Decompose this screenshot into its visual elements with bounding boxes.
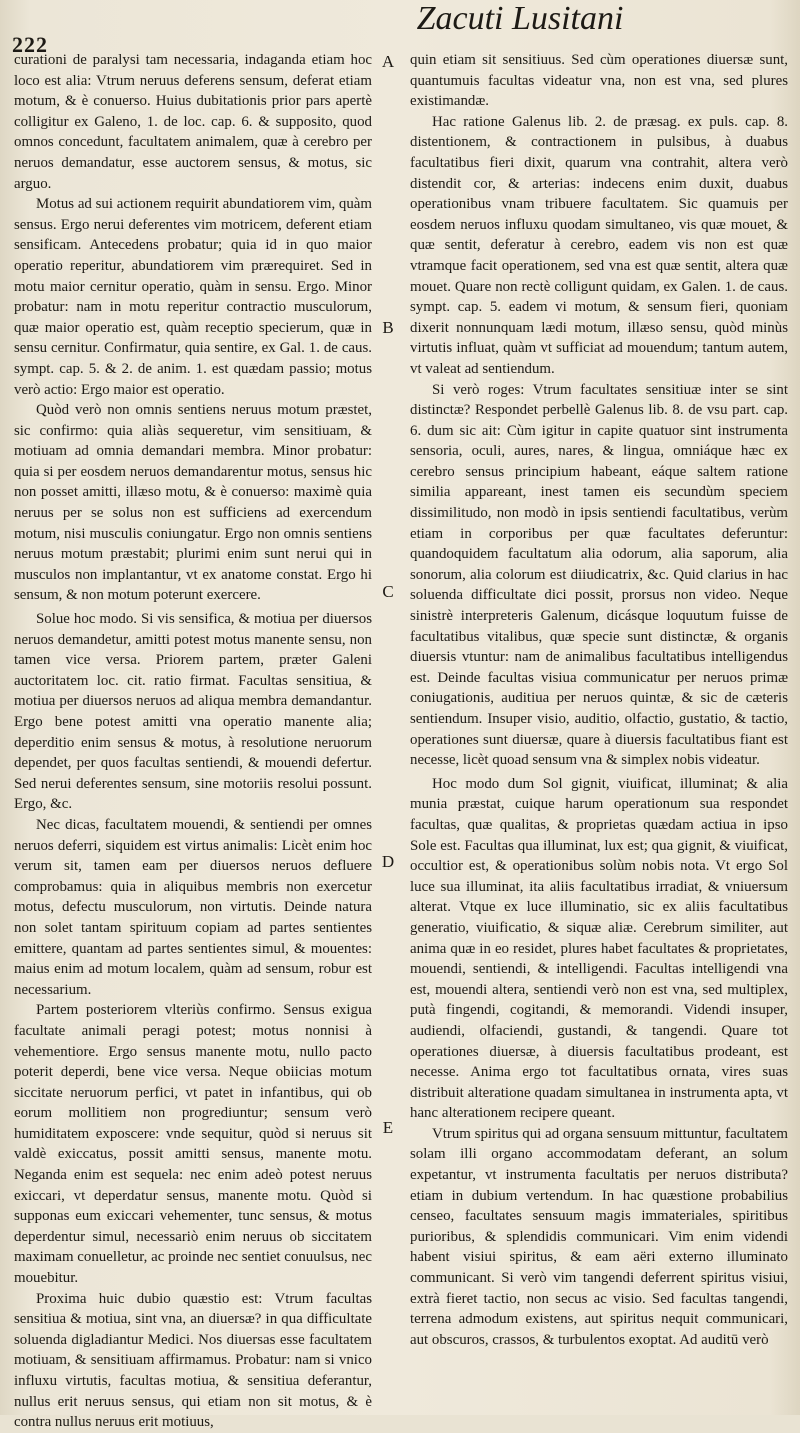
paragraph: Proxima huic dubio quæstio est: Vtrum facultas sensitiua & motiua, sint vna, an diuersæ? in qua difficultate soluenda digladiantur Medici. Nos diuersas esse facultatem motiuam, & sensitiuam affirmamus. Probatur: nam si vnico influxu virtutis, facultas motiua, & sensitiua deferantur, nullus erit neruus sensus, qui etiam non sit motus, & è contra nullus neruus erit motiuus, [14,1290,372,1431]
margin-letter-d: D [381,852,395,871]
paragraph: curationi de paralysi tam necessaria, indaganda etiam hoc loco est alia: Vtrum neruus deferens sensum, deferat etiam motum, & è conuerso. Huius dubitationis prior pars apertè colligitur ex Galeno, 1. de loc. cap. 6. & supposito, quod omnos concedunt, facultatem animalem, quæ à cerebro per neruos demandatur, esse auctorem sensus, & motus, sic arguo. [14,52,372,192]
paragraph: quin etiam sit sensitiuus. Sed cùm operationes diuersæ sunt, quantumuis facultas videatur vna, non est vna, sed plures existimandæ. [410,52,788,110]
margin-letter-c: C [382,582,394,601]
margin-letter-b: B [382,318,394,337]
paragraph: Solue hoc modo. Si vis sensifica, & motiua per diuersos neruos demandetur, amitti potest motus manente sensu, non tamen vice versa. Priorem partem, præter Galeni auctoritatem loc. cit. ratio firmat. Facultas sensitiua, & motiua per diuersos neruos ad aliqua membra demandantur. Ergo bene potest amitti vna operatio manente alia; deperditio enim sensus & motus, à resolutione neruorum dependet, per quos facultas sentiendi, & mouendi defertur. Sed nerui deferentes sensum, sine motoriis resolui possunt. Ergo, &c. [14,611,372,813]
paragraph: Partem posteriorem vlteriùs confirmo. Sensus exigua facultate animali peragi potest; motus nonnisi à vehementiore. Ergo sensus manente motu, nullo pacto poterit deperdi, bene vice versa. Neque obiicias motum siccitate neruorum perfici, vt patet in infantibus, qui ob eorum mollitiem non progrediuntur; sensum verò humiditatem exposcere: vnde sequitur, quòd si neruus sit valdè exiccatus, possit amitti sensus, manente motu. Neganda enim est sequela: nec enim adeò potest neruus exiccari, vt deperdatur sensus, manente motu. Quòd si supponas eum exiccari vehementer, tunc sensus, & motus deperdentur simul, necessariò enim neruus ob siccitatem maximam conuelletur, ac proinde nec sentiet conuulsus, nec mouebitur. [14,1002,372,1287]
running-head: Zacuti Lusitani [416,0,624,37]
paragraph: Si verò roges: Vtrum facultates sensitiuæ inter se sint distinctæ? Respondet perbellè Galenus lib. 8. de vsu part. cap. 6. dum sic ait: Cùm igitur in capite quatuor sint instrumenta sensoria, oculi, aures, nares, & lingua, omniáque hæc ex cerebro sensus principium habeant, eáque saltem ratione similia appareant, inest tamen eis secundùm speciem dissimilitudo, non modò in ipsis sentiendi facultatibus, verùm etiam in corporibus per quæ facultates deferuntur: quandoquidem facultatum alia odorum, alia saporum, alia sonorum, alia colorum est diiudicatrix, &c. Quid clarius in hac soluenda difficultate dici possit, prorsus non video. Neque sinistrè interpreteris Galenum, dicásque loquutum fuisse de facultatibus vitalibus, quæ specie sunt distinctæ, & organis diuersis vtuntur: nam de animalibus facultatibus intelligendus est. Deinde facultas visiua communicatur per neruos primæ coniugationis, auditiua per neruos quintæ, & sic de cæteris sentiendum. Insuper visio, auditio, olfactio, gustatio, & tactio, operationes sunt diuersæ, quare à diuersis facultatibus fiant est necesse, licèt quoad sensum vna & simplex nobis videatur. [410,381,788,769]
margin-letter-a: A [381,52,395,71]
paragraph: Quòd verò non omnis sentiens neruus motum præstet, sic confirmo: quia aliàs sequeretur, vim sensitiuam, & motiuam ad omnia demandari membra. Minor probatur: quia si per eosdem neruos demandarentur motus, sensus hic non posset amitti, illæso motu, & è conuerso: maximè quia neruus per se solus non est sufficiens ad exercendum motum, nisi musculis coniungatur. Ergo non omnis sentiens neruus motum præstabit; plurimi enim sunt nerui qui in musculos non implantantur, vt ex anatome constat. Ergo hi sensum, & non motum poterunt exercere. [14,402,372,604]
left-column [14,50,372,1431]
paragraph: Hac ratione Galenus lib. 2. de præsag. ex puls. cap. 8. distentionem, & contractionem in pulsibus, à duabus facultatibus fieri dixit, quarum vna contrahit, altera verò distendit cor, & arterias: indecens enim duxit, duabus operationibus vnam tribuere facultatem. Sic quamuis per eosdem neruos influxu quodam simultaneo, vis quæ mouet, & quæ sentit, deferatur à cerebro, eadem vis non est quæ vtramque facit operationem, sed vna est quæ sentit, altera quæ mouet. Quare non rectè colligunt quidam, ex Galen. 1. de caus. sympt. cap. 5. eadem vi motum, & sensum fieri, quoniam dixerit nonnunquam lædi motum, illæso sensu, quòd minùs virtutis influat, quàm vt sufficiat ad mouendum; tantum autem, vt valeat ad sentiendum. [410,113,788,377]
page-number: 222 [12,32,48,57]
paragraph: Motus ad sui actionem requirit abundatiorem vim, quàm sensus. Ergo nerui deferentes vim motricem, deferent etiam sensificam. Antecedens probatur; quia id in quo maior operatio reperitur, abundatiorem vim prærequiret. Sed in motu maior cernitur operatio, quàm in sensu. Ergo. Minor probatur: nam in motu reperitur contractio musculorum, quæ maior operatio est, quàm receptio specierum, quæ in sensu cernitur. Confirmatur, quia sentire, ex Gal. 1. de caus. sympt. cap. 5. & 2. de anim. 1. est quædam passio; motus verò actio: Ergo maior est operatio. [14,196,372,398]
right-column [410,50,788,1405]
paragraph: Nec dicas, facultatem mouendi, & sentiendi per omnes neruos deferri, siquidem est virtus animalis: Licèt enim hoc verum sit, tamen eam per diuersos neruos defluere comprobamus: quia in aliquibus membris non exercetur motus, defectu musculorum, non virtutis. Deinde natura non solet tantam spirituum copiam ad partes sentientes emittere, quantam ad partes sentientes simul, & mouentes: maius enim ad motum localem, quàm ad sensum, robur est necessarium. [14,816,372,998]
paragraph: Vtrum spiritus qui ad organa sensuum mittuntur, facultatem solam illi organo accommodatam deferant, an solum expetantur, vt instrumenta facultatis per neruos distributa? etiam in dubium vertendum. In hac quæstione probabilius censeo, facultates sensuum magis immateriales, spiritibus purioribus, & splendidis communicari. Vim enim videndi habent visiui spiritus, & eam aëri externo illuminato communicant. Si verò vim tangendi deferrent spiritus visiui, extrà fieret tactio, non secus ac visio. Sed facultas tangendi, terrena admodum existens, aut spiritus nequit communicari, aut obscuros, crassos, & turbulentos exoptat. Ad auditū verò [410,1125,788,1348]
paragraph: Hoc modo dum Sol gignit, viuificat, illuminat; & alia munia præstat, cuique harum operationum sua respondet facultas, quæ qualitas, & proprietas quædam actiua in ipso Sole est. Facultas qua illuminat, lux est; qua gignit, & viuificat, occultior est, & operationibus solùm nobis nota. Vt ergo Sol luce sua illuminat, ita aliis facultatibus irradiat, & vniuersum alterat. Vtque ex luce illuminatio, sic ex aliis facultatibus generatio, viuificatio, & siquæ aliæ. Cerebrum similiter, aut anima quæ in eo residet, plures habet facultates & proprietates, mouendi, sentiendi, & intelligendi. Facultas intelligendi vna est, mouendi altera, sentiendi verò non est vna, sed multiplex, putà fingendi, cogitandi, & memorandi. Videndi insuper, audiendi, olfaciendi, gustandi, & tangendi. Quare tot operationes diuersæ, à diuersis facultatibus prodeant, est necesse. Anima ergo tot facultatibus ornata, vires suas distribuit alteratione quadam simultanea in instrumenta apta, vt hanc alterationem recipere queant. [410,775,788,1122]
margin-letter-e: E [382,1118,394,1137]
